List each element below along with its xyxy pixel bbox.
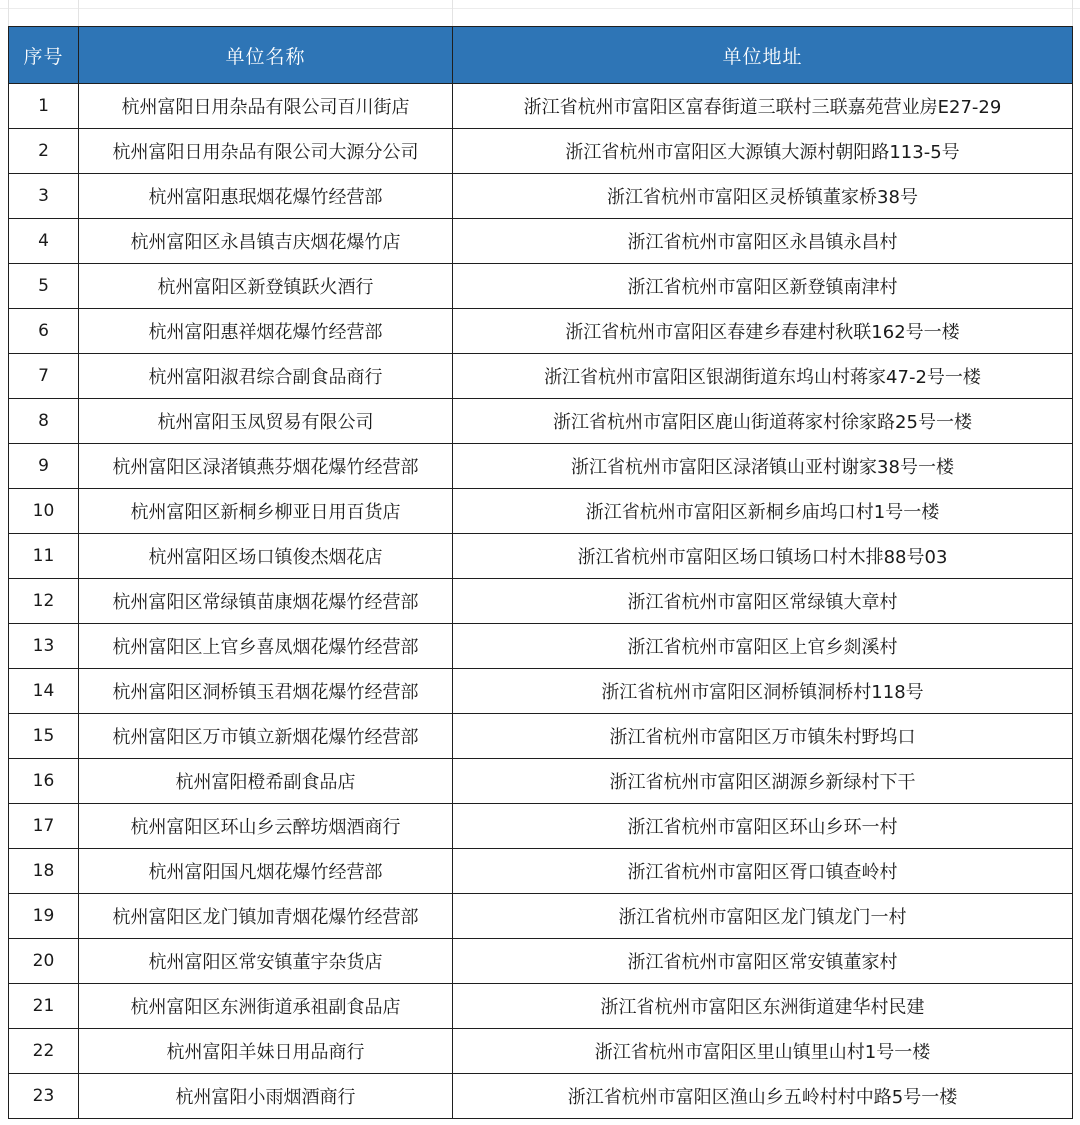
cell-unit-name: 杭州富阳区环山乡云醉坊烟酒商行 xyxy=(79,804,453,849)
cell-serial-number: 22 xyxy=(9,1029,79,1074)
table-row xyxy=(9,174,1073,219)
table-row xyxy=(9,399,1073,444)
table-body xyxy=(9,84,1073,1119)
cell-unit-address: 浙江省杭州市富阳区环山乡环一村 xyxy=(453,804,1073,849)
cell-unit-name: 杭州富阳日用杂品有限公司百川街店 xyxy=(79,84,453,129)
cell-unit-address: 浙江省杭州市富阳区上官乡剡溪村 xyxy=(453,624,1073,669)
cell-unit-address: 浙江省杭州市富阳区永昌镇永昌村 xyxy=(453,219,1073,264)
gridline-vertical xyxy=(78,0,79,26)
cell-unit-address: 浙江省杭州市富阳区龙门镇龙门一村 xyxy=(453,894,1073,939)
cell-unit-name: 杭州富阳区万市镇立新烟花爆竹经营部 xyxy=(79,714,453,759)
cell-serial-number: 20 xyxy=(9,939,79,984)
cell-serial-number: 1 xyxy=(9,84,79,129)
gridline-vertical xyxy=(452,0,453,26)
cell-unit-address: 浙江省杭州市富阳区渔山乡五岭村村中路5号一楼 xyxy=(453,1074,1073,1119)
cell-unit-address: 浙江省杭州市富阳区胥口镇查岭村 xyxy=(453,849,1073,894)
cell-serial-number: 16 xyxy=(9,759,79,804)
table-row xyxy=(9,354,1073,399)
gridline-vertical xyxy=(1072,0,1073,26)
cell-unit-address: 浙江省杭州市富阳区万市镇朱村野坞口 xyxy=(453,714,1073,759)
cell-unit-name: 杭州富阳区新登镇跃火酒行 xyxy=(79,264,453,309)
table-header-row xyxy=(9,27,1073,84)
cell-serial-number: 2 xyxy=(9,129,79,174)
header-serial-number: 序号 xyxy=(9,27,79,84)
cell-unit-name: 杭州富阳惠珉烟花爆竹经营部 xyxy=(79,174,453,219)
cell-unit-name: 杭州富阳玉凤贸易有限公司 xyxy=(79,399,453,444)
cell-unit-address: 浙江省杭州市富阳区常绿镇大章村 xyxy=(453,579,1073,624)
table-row xyxy=(9,849,1073,894)
cell-unit-name: 杭州富阳区洞桥镇玉君烟花爆竹经营部 xyxy=(79,669,453,714)
table-row xyxy=(9,489,1073,534)
cell-unit-address: 浙江省杭州市富阳区里山镇里山村1号一楼 xyxy=(453,1029,1073,1074)
table-row xyxy=(9,579,1073,624)
table-row xyxy=(9,759,1073,804)
table-row xyxy=(9,264,1073,309)
table-row xyxy=(9,894,1073,939)
cell-unit-name: 杭州富阳区常绿镇苗康烟花爆竹经营部 xyxy=(79,579,453,624)
cell-serial-number: 18 xyxy=(9,849,79,894)
table-row xyxy=(9,129,1073,174)
cell-unit-address: 浙江省杭州市富阳区常安镇董家村 xyxy=(453,939,1073,984)
table-row xyxy=(9,444,1073,489)
cell-unit-address: 浙江省杭州市富阳区银湖街道东坞山村蒋家47-2号一楼 xyxy=(453,354,1073,399)
cell-serial-number: 8 xyxy=(9,399,79,444)
cell-serial-number: 9 xyxy=(9,444,79,489)
cell-unit-name: 杭州富阳区场口镇俊杰烟花店 xyxy=(79,534,453,579)
cell-unit-name: 杭州富阳区常安镇董宇杂货店 xyxy=(79,939,453,984)
cell-unit-name: 杭州富阳惠祥烟花爆竹经营部 xyxy=(79,309,453,354)
header-unit-address: 单位地址 xyxy=(453,27,1073,84)
table-row xyxy=(9,534,1073,579)
cell-unit-name: 杭州富阳区渌渚镇燕芬烟花爆竹经营部 xyxy=(79,444,453,489)
cell-serial-number: 14 xyxy=(9,669,79,714)
table-row xyxy=(9,669,1073,714)
cell-unit-address: 浙江省杭州市富阳区洞桥镇洞桥村118号 xyxy=(453,669,1073,714)
cell-unit-address: 浙江省杭州市富阳区东洲街道建华村民建 xyxy=(453,984,1073,1029)
cell-serial-number: 3 xyxy=(9,174,79,219)
cell-unit-name: 杭州富阳日用杂品有限公司大源分公司 xyxy=(79,129,453,174)
header-unit-name: 单位名称 xyxy=(79,27,453,84)
cell-unit-name: 杭州富阳羊妹日用品商行 xyxy=(79,1029,453,1074)
cell-serial-number: 13 xyxy=(9,624,79,669)
cell-serial-number: 23 xyxy=(9,1074,79,1119)
cell-unit-address: 浙江省杭州市富阳区大源镇大源村朝阳路113-5号 xyxy=(453,129,1073,174)
cell-unit-name: 杭州富阳区龙门镇加青烟花爆竹经营部 xyxy=(79,894,453,939)
cell-serial-number: 17 xyxy=(9,804,79,849)
gridline-horizontal xyxy=(0,8,1080,9)
cell-unit-address: 浙江省杭州市富阳区渌渚镇山亚村谢家38号一楼 xyxy=(453,444,1073,489)
cell-unit-name: 杭州富阳区新桐乡柳亚日用百货店 xyxy=(79,489,453,534)
cell-serial-number: 11 xyxy=(9,534,79,579)
cell-serial-number: 4 xyxy=(9,219,79,264)
cell-unit-name: 杭州富阳淑君综合副食品商行 xyxy=(79,354,453,399)
cell-unit-address: 浙江省杭州市富阳区新登镇南津村 xyxy=(453,264,1073,309)
cell-unit-address: 浙江省杭州市富阳区富春街道三联村三联嘉苑营业房E27-29 xyxy=(453,84,1073,129)
table-row xyxy=(9,309,1073,354)
cell-serial-number: 15 xyxy=(9,714,79,759)
cell-serial-number: 19 xyxy=(9,894,79,939)
table-row xyxy=(9,1074,1073,1119)
cell-unit-name: 杭州富阳小雨烟酒商行 xyxy=(79,1074,453,1119)
cell-unit-address: 浙江省杭州市富阳区湖源乡新绿村下干 xyxy=(453,759,1073,804)
table-row xyxy=(9,804,1073,849)
cell-unit-name: 杭州富阳区上官乡喜凤烟花爆竹经营部 xyxy=(79,624,453,669)
cell-unit-name: 杭州富阳橙希副食品店 xyxy=(79,759,453,804)
cell-unit-address: 浙江省杭州市富阳区场口镇场口村木排88号03 xyxy=(453,534,1073,579)
table-row xyxy=(9,714,1073,759)
table-row xyxy=(9,1029,1073,1074)
cell-unit-address: 浙江省杭州市富阳区鹿山街道蒋家村徐家路25号一楼 xyxy=(453,399,1073,444)
cell-serial-number: 12 xyxy=(9,579,79,624)
cell-unit-name: 杭州富阳国凡烟花爆竹经营部 xyxy=(79,849,453,894)
cell-serial-number: 10 xyxy=(9,489,79,534)
table-row xyxy=(9,984,1073,1029)
cell-unit-name: 杭州富阳区东洲街道承祖副食品店 xyxy=(79,984,453,1029)
cell-serial-number: 6 xyxy=(9,309,79,354)
cell-serial-number: 21 xyxy=(9,984,79,1029)
cell-unit-address: 浙江省杭州市富阳区灵桥镇董家桥38号 xyxy=(453,174,1073,219)
table-row xyxy=(9,84,1073,129)
unit-list-table xyxy=(8,26,1073,1119)
cell-unit-name: 杭州富阳区永昌镇吉庆烟花爆竹店 xyxy=(79,219,453,264)
cell-serial-number: 5 xyxy=(9,264,79,309)
spreadsheet-gridlines xyxy=(0,0,1080,26)
gridline-vertical xyxy=(8,0,9,26)
table-row xyxy=(9,624,1073,669)
table-row xyxy=(9,219,1073,264)
cell-serial-number: 7 xyxy=(9,354,79,399)
table-row xyxy=(9,939,1073,984)
cell-unit-address: 浙江省杭州市富阳区新桐乡庙坞口村1号一楼 xyxy=(453,489,1073,534)
cell-unit-address: 浙江省杭州市富阳区春建乡春建村秋联162号一楼 xyxy=(453,309,1073,354)
